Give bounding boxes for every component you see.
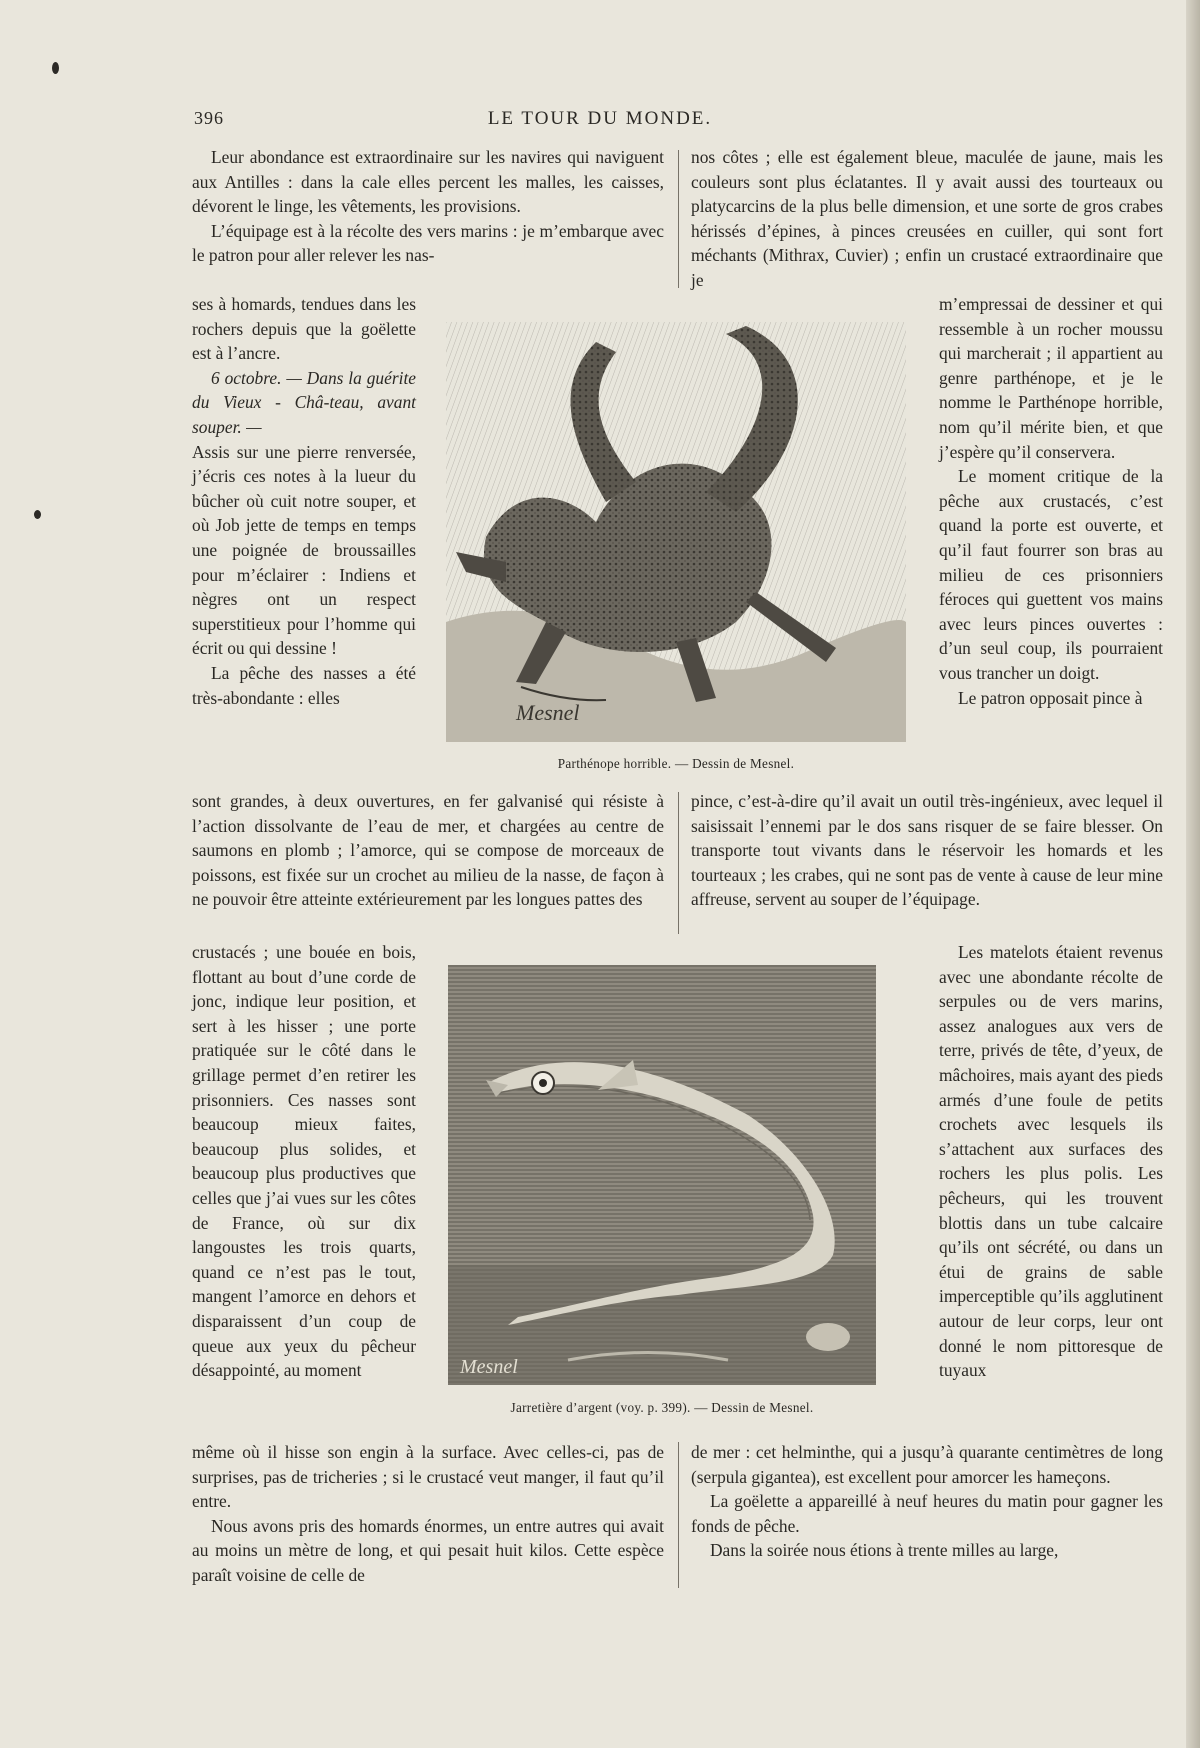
paragraph: Le patron opposait pince à (958, 687, 1143, 708)
ribbonfish-illustration (448, 965, 876, 1385)
running-title: LE TOUR DU MONDE. (487, 108, 713, 129)
paragraph: Nous avons pris des homards énormes, un entre autres qui avait au moins un mètre de long, et qui pesait huit kilos. Cette espèce paraît voisine de celle de (192, 1515, 664, 1585)
right-column-bottom (691, 1440, 1163, 1563)
ink-spot (52, 62, 59, 74)
paragraph: Les matelots étaient revenus avec une abondante récolte de serpules ou de vers marins, assez analogues aux vers de terre, privés de tête, d’yeux, de mâchoires, mais ayant des pieds armés d’une foule de petits crochets avec lesquels ils s’attachent aux surfaces des rochers les plus polis. Les pêcheurs, qui les trouvent blottis dans un tube calcaire qu’ils ont sécrété, ou dans un étui de grains de sable imperceptible qu’ils agglutinent autour de leur corps, leur ont donné le nom pittoresque de tuyaux (939, 942, 1163, 1381)
paragraph: La goëlette a appareillé à neuf heures du matin pour gagner les fonds de pêche. (691, 1491, 1163, 1536)
left-column-top (192, 145, 664, 268)
page-number: 396 (194, 108, 224, 128)
paragraph: m’empressai de dessiner et qui ressemble à un rocher moussu qui marcherait ; il appartient au genre parthénope, et je le nomme le Parthénope horrible, nom qu’il mérite bien, et que j’espère qu’il conservera. (939, 294, 1163, 462)
column-rule (678, 150, 679, 288)
crab-signature: Mesnel (516, 700, 580, 725)
fish-signature: Mesnel (460, 1356, 518, 1378)
right-column-narrow-2 (939, 940, 1163, 1383)
ribbonfish-caption: Jarretière d’argent (voy. p. 399). — Dessin de Mesnel. (510, 1400, 814, 1415)
paragraph: Assis sur une pierre renversée, j’écris ces notes à la lueur du bûcher où cuit notre souper, et où Job jette de temps en temps une poignée de broussailles pour m’éclairer : Indiens et nègres ont un respect superstitieux pour l’homme qui écrit ou qui dessine ! (192, 441, 416, 659)
paragraph: sont grandes, à deux ouvertures, en fer galvanisé qui résiste à l’action dissolvante de l’eau de mer, et chargées au centre de saumons en plomb ; l’amorce, qui se compose de morceaux de poissons, est fixée sur un crochet au milieu de la nasse, de façon à ne pouvoir être atteinte extérieurement par les longues pattes des (192, 791, 664, 910)
right-column-middle (691, 789, 1163, 912)
paragraph: Dans la soirée nous étions à trente milles au large, (710, 1540, 1059, 1561)
ink-spot (34, 510, 41, 519)
paragraph: L’équipage est à la récolte des vers marins : je m’embarque avec le patron pour aller relever les nas- (192, 220, 664, 266)
paragraph: pince, c’est-à-dire qu’il avait un outil très-ingénieux, avec lequel il saisissait l’ennemi par le dos sans risquer de se faire blesser. On transporte tout vivants dans le réservoir les homards et les tourteaux ; les crabes, qui ne sont pas de vente à cause de leur mine affreuse, servent au souper de l’équipage. (691, 791, 1163, 910)
left-column-bottom (192, 1440, 664, 1588)
crab-illustration (446, 322, 906, 742)
paragraph: nos côtes ; elle est également bleue, maculée de jaune, mais les couleurs sont plus éclatantes. Il y avait aussi des tourteaux ou platycarcins de la plus belle dimension, et une sorte de gros crabes hérissés d’épines, à pinces creusées en cuiller, qui sont fort méchants (Mithrax, Cuvier) ; enfin un crustacé extraordinaire que je (691, 147, 1163, 290)
paragraph: crustacés ; une bouée en bois, flottant au bout d’une corde de jonc, indique leur position, et sert à les hisser ; une porte pratiquée sur le côté dans le grillage permet d’en retirer les prisonniers. Ces nasses sont beaucoup mieux faites, beaucoup plus solides, et beaucoup plus productives que celles que j’ai vues sur les côtes de France, où sur dix langoustes les trois quarts, quand ce n’est pas le tout, mangent l’amorce en dehors et disparaissent d’un coup de queue aux yeux du pêcheur désappointé, au moment (192, 942, 416, 1381)
dated-heading: 6 octobre. — Dans la guérite du Vieux - Châ-teau, avant souper. — (192, 367, 416, 437)
paragraph: même où il hisse son engin à la surface. Avec celles-ci, pas de surprises, pas de tricheries ; si le crustacé veut manger, il faut qu’il entre. (192, 1442, 664, 1512)
crab-caption: Parthénope horrible. — Dessin de Mesnel. (557, 756, 795, 771)
page-edge (1186, 0, 1200, 1748)
right-column-top (691, 145, 1163, 293)
left-column-middle (192, 789, 664, 912)
paragraph: Le moment critique de la pêche aux crustacés, c’est quand la porte est ouverte, et qu’il faut fourrer son bras au milieu de ces prisonniers féroces qui guettent vos mains avec leurs pinces ouvertes : d’un seul coup, ils pourraient vous trancher un doigt. (939, 466, 1163, 683)
paragraph: de mer : cet helminthe, qui a jusqu’à quarante centimètres de long (serpula gigantea), est excellent pour amorcer les hameçons. (691, 1442, 1163, 1487)
column-rule (678, 792, 679, 934)
column-rule (678, 1442, 679, 1588)
paragraph: La pêche des nasses a été très-abondante : elles (192, 662, 416, 708)
right-column-narrow-1 (939, 292, 1163, 710)
left-column-narrow-2 (192, 940, 416, 1383)
left-column-narrow-1 (192, 292, 416, 710)
paragraph: Leur abondance est extraordinaire sur les navires qui naviguent aux Antilles : dans la cale elles percent les malles, les caisses, dévorent le linge, les vêtements, les provisions. (192, 147, 664, 217)
paragraph: ses à homards, tendues dans les rochers depuis que la goëlette est à l’ancre. (192, 294, 416, 364)
